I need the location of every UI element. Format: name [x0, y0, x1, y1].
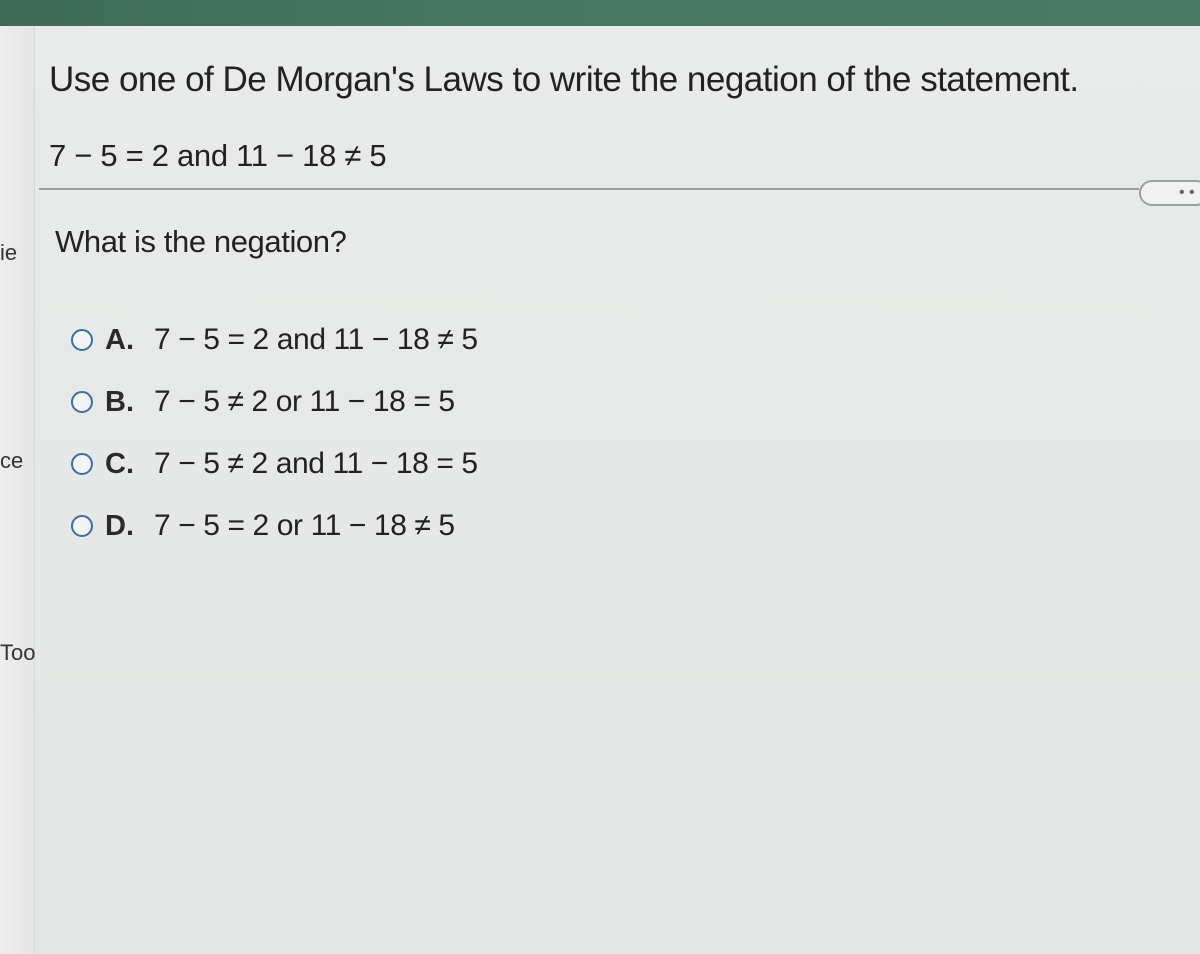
choice-letter: A. [105, 323, 134, 356]
choice-letter: D. [105, 509, 134, 542]
choice-text: 7 − 5 = 2 or 11 − 18 ≠ 5 [154, 509, 455, 542]
left-side-panel [0, 26, 35, 954]
choice-d[interactable] [71, 506, 455, 546]
choice-letter: B. [105, 385, 134, 418]
choice-text: 7 − 5 = 2 and 11 − 18 ≠ 5 [154, 323, 478, 356]
radio-button-a[interactable] [71, 329, 93, 351]
question-prompt: What is the negation? [55, 224, 347, 259]
window-top-bar [0, 0, 1200, 26]
divider [39, 188, 1139, 190]
choice-b[interactable] [71, 382, 455, 422]
choice-text: 7 − 5 ≠ 2 or 11 − 18 = 5 [154, 385, 455, 418]
radio-button-d[interactable] [71, 515, 93, 537]
choice-letter: C. [105, 447, 134, 480]
problem-statement: 7 − 5 = 2 and 11 − 18 ≠ 5 [49, 138, 387, 173]
question-panel [35, 26, 1200, 954]
side-label-tools[interactable]: Too [0, 640, 36, 665]
expand-more-button[interactable]: • • [1139, 180, 1200, 206]
radio-button-b[interactable] [71, 391, 93, 413]
choice-text: 7 − 5 ≠ 2 and 11 − 18 = 5 [154, 447, 478, 480]
choice-a[interactable] [71, 320, 478, 360]
choice-c[interactable] [71, 444, 478, 484]
problem-instruction: Use one of De Morgan's Laws to write the negation of the statement. [49, 60, 1079, 99]
side-label-ie[interactable]: ie [0, 240, 18, 265]
side-label-ce[interactable]: ce [0, 448, 24, 473]
radio-button-c[interactable] [71, 453, 93, 475]
